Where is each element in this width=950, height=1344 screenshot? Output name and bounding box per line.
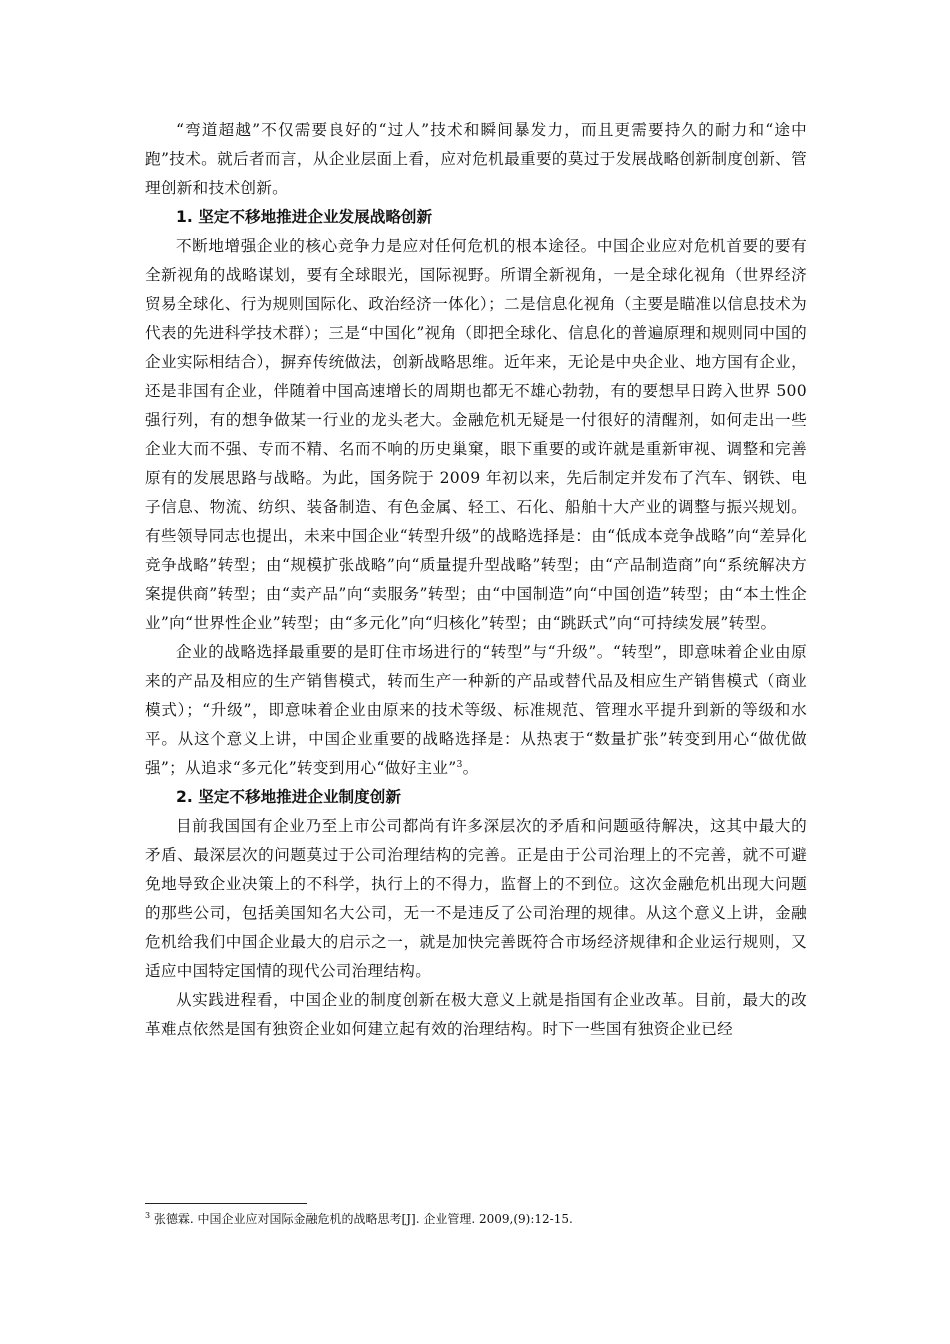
footnote: [145, 1210, 807, 1228]
section-heading-2: 2. 坚定不移地推进企业制度创新: [176, 788, 401, 806]
transformation-end: 。: [462, 759, 479, 777]
body-text: [145, 116, 807, 1044]
strategy-paragraph: 不断地增强企业的核心竞争力是应对任何危机的根本途径。中国企业应对危机首要的要有全新视角的战略谋划，要有全球眼光，国际视野。所谓全新视角，一是全球化视角（世界经济贸易全球化、行为规则国际化、政治经济一体化）；二是信息化视角（主要是瞄准以信息技术为代表的先进科学技术群）；三是“中国化”视角（即把全球化、信息化的普遍原理和规则同中国的企业实际相结合），摒弃传统做法，创新战略思维。近年来，无论是中央企业、地方国有企业，还是非国有企业，伴随着中国高速增长的周期也都无不雄心勃勃，有的要想早日跨入世界 500 强行列，有的想争做某一行业的龙头老大。金融危机无疑是一付很好的清醒剂，如何走出一些企业大而不强、专而不精、名而不响的历史巢窠，眼下重要的或许就是重新审视、调整和完善原有的发展思路与战略。为此，国务院于 2009 年初以来，先后制定并发布了汽车、钢铁、电子信息、物流、纺织、装备制造、有色金属、轻工、石化、船舶十大产业的调整与振兴规划。有些领导同志也提出，未来中国企业“转型升级”的战略选择是：由“低成本竞争战略”向“差异化竞争战略”转型；由“规模扩张战略”向“质量提升型战略”转型；由“产品制造商”向“系统解决方案提供商”转型；由“卖产品”向“卖服务”转型；由“中国制造”向“中国创造”转型；由“本土性企业”向“世界性企业”转型；由“多元化”向“归核化”转型；由“跳跃式”向“可持续发展”转型。: [145, 237, 807, 632]
transformation-text: 企业的战略选择最重要的是盯住市场进行的“转型”与“升级”。“转型”，即意味着企业由原来的产品及相应的生产销售模式，转而生产一种新的产品或替代品及相应生产销售模式（商业模式）；“升级”，即意味着企业由原来的技术等级、标准规范、管理水平提升到新的等级和水平。从这个意义上讲，中国企业重要的战略选择是：从热衷于“数量扩张”转变到用心“做优做强”；从追求“多元化”转变到用心“做好主业”: [145, 643, 807, 777]
footnote-divider: [145, 1203, 307, 1204]
intro-paragraph: “弯道超越”不仅需要良好的“过人”技术和瞬间暴发力，而且更需要持久的耐力和“途中跑”技术。就后者而言，从企业层面上看，应对危机最重要的莫过于发展战略创新制度创新、管理创新和技术创新。: [145, 121, 807, 197]
governance-paragraph: 目前我国国有企业乃至上市公司都尚有许多深层次的矛盾和问题亟待解决，这其中最大的矛盾、最深层次的问题莫过于公司治理结构的完善。正是由于公司治理上的不完善，就不可避免地导致企业决策上的不科学，执行上的不得力，监督上的不到位。这次金融危机出现大问题的那些公司，包括美国知名大公司，无一不是违反了公司治理的规律。从这个意义上讲，金融危机给我们中国企业最大的启示之一，就是加快完善既符合市场经济规律和企业运行规则，又适应中国特定国情的现代公司治理结构。: [145, 817, 807, 980]
footnote-text: 张德霖. 中国企业应对国际金融危机的战略思考[J]. 企业管理. 2009,(9):12-15.: [150, 1212, 573, 1226]
transformation-paragraph: [145, 638, 807, 783]
section-heading-1: 1. 坚定不移地推进企业发展战略创新: [176, 208, 433, 226]
footnote-ref[interactable]: 3: [456, 759, 463, 770]
reform-paragraph: 从实践进程看，中国企业的制度创新在极大意义上就是指国有企业改革。目前，最大的改革难点依然是国有独资企业如何建立起有效的治理结构。时下一些国有独资企业已经: [145, 991, 807, 1038]
footnote-number: 3: [145, 1211, 151, 1220]
